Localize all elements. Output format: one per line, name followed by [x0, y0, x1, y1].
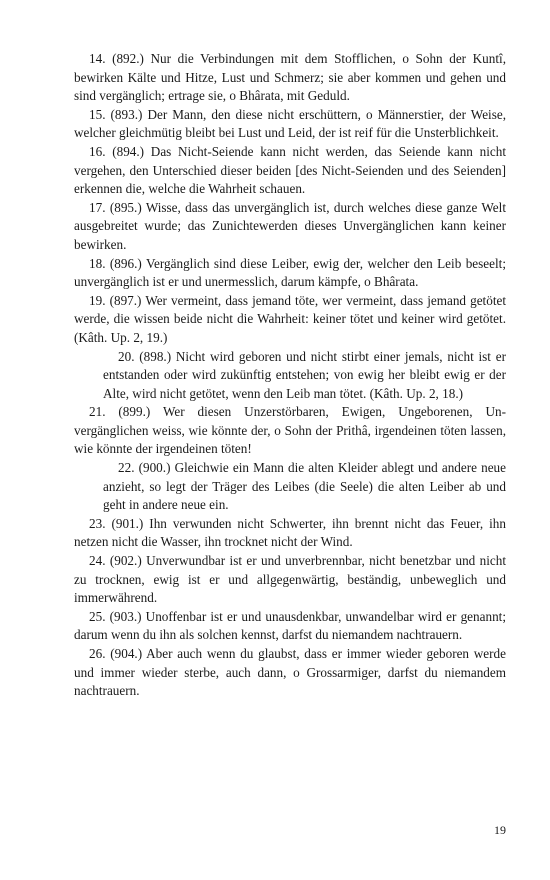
page-body	[74, 50, 506, 701]
verse-18: 18. (896.) Vergänglich sind diese Leiber, ewig der, welcher den Leib beseelt; unvergänglich ist er und unermesslich, darum kämpfe, o Bhârata.	[74, 255, 506, 290]
verse-25: 25. (903.) Unoffenbar ist er und unausdenkbar, unwandelbar wird er genannt; darum wenn du ihn als solchen kennst, darfst du niemandem nachtrauern.	[74, 608, 506, 643]
verse-16: 16. (894.) Das Nicht-Seiende kann nicht werden, das Seiende kann nicht vergehen, den Unterschied dieser beiden [des Nicht-Seienden und des Seienden] erkennen die, welche die Wahrheit schauen.	[74, 143, 506, 197]
page-number: 19	[494, 823, 506, 837]
verse-24: 24. (902.) Unverwundbar ist er und unverbrennbar, nicht benetzbar und nicht zu trocknen, ewig ist er und allgegenwärtig, beständig, unbeweglich und immerwährend.	[74, 553, 506, 606]
verse-17: 17. (895.) Wisse, dass das unvergänglich ist, durch welches diese ganze Welt ausgebreitet wurde; das Zunichtewerden dieses Unvergänglichen kann keiner bewirken.	[74, 199, 506, 252]
verse-19: 19. (897.) Wer vermeint, dass jemand töte, wer vermeint, dass jemand getötet werde, die wissen beide nicht die Wahrheit: keiner tötet und keiner wird getötet. (Kâth. Up. 2, 19.)	[74, 292, 506, 345]
verse-26: 26. (904.) Aber auch wenn du glaubst, dass er immer wieder geboren werde und immer wieder sterbe, auch dann, o Grossarmiger, darfst du niemandem nachtrauern.	[74, 646, 506, 699]
verse-14: 14. (892.) Nur die Verbindungen mit dem Stofflichen, o Sohn der Kuntî, bewirken Kälte und Hitze, Lust und Schmerz; sie aber kommen und gehen und sind vergänglich; ertrage sie, o Bhârata, mit Geduld.	[74, 51, 506, 104]
verse-22-quote: 22. (900.) Gleichwie ein Mann die alten Kleider ablegt und andere neue anzieht, so legt der Träger des Leibes (die Seele) die alten Leiber ab und geht in andere neue ein.	[103, 460, 506, 513]
verse-23: 23. (901.) Ihn verwunden nicht Schwerter, ihn brennt nicht das Feuer, ihn netzen nicht die Wasser, ihn trocknet nicht der Wind.	[74, 515, 506, 550]
verse-20-quote: 20. (898.) Nicht wird geboren und nicht stirbt einer jemals, nicht ist er entstanden oder wird zukünftig entstehen; von ewig her bleibt ewig er der Alte, wird nicht getötet, wenn den Leib man tötet. (Kâth. Up. 2, 18.)	[103, 348, 506, 401]
verse-15: 15. (893.) Der Mann, den diese nicht erschüttern, o Männerstier, der Weise, welcher gleichmütig bleibt bei Lust und Leid, der ist reif für die Unsterblichkeit.	[74, 106, 506, 141]
verse-21: 21. (899.) Wer diesen Unzerstörbaren, Ewigen, Ungeborenen, Unvergänglichen weiss, wie könnte der, o Sohn der Prithâ, irgendeinen töten lassen, wie könnte der irgendeinen töten!	[74, 404, 506, 457]
